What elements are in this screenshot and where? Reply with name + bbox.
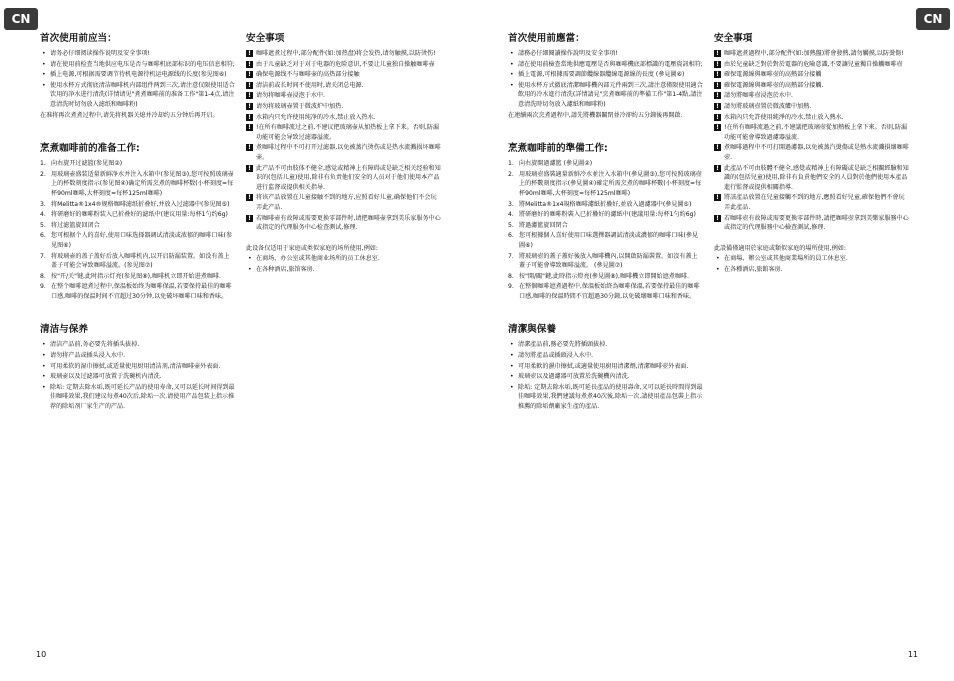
list-item: • 在商场、办公室或其他商业场所的员工休息室. <box>246 254 441 264</box>
safety-list <box>246 49 441 233</box>
list-item: • 玻璃壶以及过滤器可放置于洗碗机内清洗. <box>40 372 235 382</box>
list-item: • 清潔產品前,務必要先將插頭拔掉. <box>508 340 703 350</box>
list-item: • 請在使用前檢查當地供應電壓是否與咖啡機底部標識的電壓資訊相符; <box>508 60 703 70</box>
language-tab: CN <box>4 8 38 30</box>
list-item: 2. 用玻璃壶盛装适量新鲜净水并注入水箱中(参见图③),您可按照玻璃壶上的杯数刻度指示(参见图④)确定所需烹煮的咖啡杯数(小杯刻度=每杯90ml咖啡,大杯刻度=每杯125ml咖啡) <box>40 170 234 197</box>
warning-icon: ! <box>714 50 721 57</box>
list-item: • 在各种酒店,旅馆客房. <box>246 265 441 275</box>
list-item: ! 水箱内只允许使用纯净的冷水,禁止放入热水. <box>246 113 441 123</box>
list-item: 4. 將研磨好的咖啡粉裝入已折疊好的濾紙中(建議用量:每杯1勺約6g) <box>508 211 696 219</box>
safety-list <box>714 49 909 233</box>
list-item: ! 煮咖啡過程中不可打開過濾器,以免被蒸汽燙傷或是熱水流濺損壞咖啡壺. <box>714 143 909 162</box>
list-item: ! 確保電源線與咖啡壺的高熱部分接觸 <box>714 70 909 80</box>
list-item: ! 由於兒童缺乏對於對於電器的危險意識,不要讓兒童獨自操觸咖啡壺 <box>714 60 909 70</box>
list-item: • 玻璃壺以及過濾器可放置於洗碗機內清洗. <box>508 372 703 382</box>
list-item: • 請務必仔細閱讀操作說明及安全事項! <box>508 49 703 59</box>
list-item: 1. 向右旋開過濾籃 (參見圖②) <box>508 160 593 168</box>
warning-icon: ! <box>246 92 253 99</box>
list-item: • 请务必仔细阅读操作说明及安全事项! <box>40 49 235 59</box>
prep-heading: 烹煮咖啡前的準備工作: <box>508 143 608 155</box>
list-item: 1. 向右旋开过滤篮(参见图②) <box>40 160 123 168</box>
list-item: • 請勿將產品或插頭浸入水中. <box>508 351 703 361</box>
list-item: • 除垢: 定期去除水垢,既可延長產品的使用壽命,又可以延長時間得到最佳咖啡效果,我們建議每煮煮40次後,除垢一次.請使用產品包裝上指示推薦的除垢劑廠家生產的產品. <box>508 383 703 412</box>
scope-list <box>246 254 441 274</box>
right-column-1 <box>508 33 703 413</box>
list-item: 3. 將Melitta®1x4規格咖啡濾紙折疊好,並放入過濾器中(參見圖⑤) <box>508 200 692 208</box>
list-item: ! 确保电源线不与咖啡壶的高热部分接触 <box>246 70 441 80</box>
warning-icon: ! <box>246 114 253 121</box>
scope-note: 此设备仅适用于家庭或类似家庭的场所使用,例如: <box>246 244 378 252</box>
first-use-list <box>508 49 703 110</box>
list-item: • 使用水杯方式彻底清洁咖啡机内部组件两到三次,请注意仅限使用适合饮用的净水进行清洗(详情请见"煮煮咖啡前的准备工作"第1-4点,请注意清洗时切勿放入滤纸和咖啡粉) <box>40 81 235 110</box>
prep-steps <box>508 159 703 301</box>
page-number: 11 <box>907 650 918 659</box>
list-item: • 使用水杯方式徹底清潔咖啡機內部元件兩到三次,請注意僅限使用適合飲用的冷水進行清洗(詳情請見"烹煮咖啡前的準備工作"第1-4點,請注意清洗時切勿放入濾紙和咖啡粉) <box>508 81 703 110</box>
list-item: 9. 在整个咖啡遮煮过程中,保温板始终为咖啡保温,若要保持最佳的咖啡口感,咖啡的保温时间不宜超过30分钟,以免破坏咖啡口味和香味。 <box>40 283 232 300</box>
list-item: ! 此產品不可由肢體不健全,感覺或精神上有障礙或是缺乏相關經驗和知識的(包括兒童)使用,除非有負責他們安全的人員對於他們使用本產品進行監督或提供相關指導. <box>714 164 909 193</box>
list-item: • 插上電源,可根據需要調節纜線器纜線電源線的長度 (參見圖⑥) <box>508 70 703 80</box>
warning-icon: ! <box>246 144 253 151</box>
warning-icon: ! <box>714 124 721 131</box>
list-item: ! 請勿將咖啡壺浸泡於水中. <box>714 91 909 101</box>
page-number: 10 <box>36 650 47 659</box>
list-item: ! !在所有咖啡流过之前,不建议把玻璃壶从加热板上拿下来。否则,防漏功能可能会导致过滤器溢流。 <box>246 123 441 142</box>
first-use-note: 在准将再次煮煮过程中,请先将机器关熄并冷却约五分钟后再开启。 <box>40 111 219 119</box>
left-column-2 <box>246 33 441 275</box>
list-item: ! 将该产品放置在儿童接触不到的地方,应照看好儿童,确保他们不会玩弄此产品. <box>246 193 441 212</box>
list-item: 5. 将过滤篮旋回闭合 <box>40 221 100 229</box>
warning-icon: ! <box>246 61 253 68</box>
prep-heading: 烹煮咖啡前的准备工作: <box>40 143 140 155</box>
list-item: 8. 按"开/关"键,此时指示灯亮(参见图⑧),咖啡机立即开始进煮咖啡. <box>40 272 221 280</box>
language-tab: CN <box>916 8 950 30</box>
warning-icon: ! <box>246 215 253 222</box>
warning-icon: ! <box>246 50 253 57</box>
list-item: • 插上电源,可根据需要调节待机电源待机运电源线的长度(参见图⑥) <box>40 70 235 80</box>
first-use-list <box>40 49 235 110</box>
list-item: ! 確保電源線與咖啡壺的高熱部分接觸. <box>714 81 909 91</box>
right-page <box>477 0 954 681</box>
list-item: ! 將該產品放置在兒童接觸不到的地方,應照看好兒童,確保他們不會玩弄此產品. <box>714 193 909 212</box>
list-item: 3. 将Melitta®1x4®规格咖啡滤纸折叠好,并放入过滤器中(参见图⑤) <box>40 200 230 208</box>
scope-note: 此設備僅適用於家庭或類似家庭的場所使用,例如: <box>714 244 846 252</box>
first-use-heading: 首次使用前應當： <box>508 33 585 44</box>
list-item: 8. 按"開/關"鍵,此時指示燈亮(參見圖⑧),咖啡機立即開始遮煮咖啡. <box>508 272 689 280</box>
list-item: • 请在使用前检查当地供应电压是否与咖啡机底部标识的电压信息相符; <box>40 60 235 70</box>
list-item: • 可用柔軟的濕巾擦拭,或適量使用廚用清潔劑,清潔咖啡壺外表面. <box>508 362 703 372</box>
list-item: 6. 您可根据个人的喜好,使用口味选择器调试清淡或浓郁的咖啡口味(参见图⑥) <box>40 232 233 249</box>
left-column-1 <box>40 33 235 413</box>
list-item: ! 水箱內只允許使用純淨的冷水,禁止放入熱水. <box>714 113 909 123</box>
warning-icon: ! <box>714 71 721 78</box>
warning-icon: ! <box>714 215 721 222</box>
list-item: ! 煮咖啡过程中不可打开过滤器,以免被蒸汽烫伤或是热水流溅损坏咖啡壶。 <box>246 143 441 162</box>
list-item: ! 若咖啡壶有故障或需要更换零部件时,请把咖啡壶拿到美乐家服务中心或指定的代理服务中心检查测试,修理. <box>246 214 441 233</box>
list-item: 6. 您可根據個人喜好使用口味選擇器調試清淡或濃郁的咖啡口味(參見圖⑥) <box>508 232 699 249</box>
warning-icon: ! <box>714 165 721 172</box>
list-item: ! 咖啡遮煮过程中,部分配件(如:加热盘)将会发热,请勿触摸,以防烫伤! <box>246 49 441 59</box>
list-item: • 在各種酒店,旅館客房. <box>714 265 909 275</box>
list-item: 2. 用玻璃壺盛裝適量新鮮冷水並注入水箱中(參見圖③),您可按照玻璃壺上的杯數刻度指示(參見圖④)確定所需烹煮的咖啡杯數(小杯刻度=每杯90ml咖啡,大杯刻度=每杯125ml咖啡) <box>508 170 702 197</box>
list-item: 7. 將玻璃壺的蓋子蓋好後放入咖啡機內,以開啟防漏裝置。如沒有蓋上蓋子可能會導致咖啡溢流。 (參見圖⑦) <box>508 252 698 270</box>
warning-icon: ! <box>246 124 253 131</box>
list-item: 7. 将玻璃壶的盖子盖好后放入咖啡机内,以开启防漏装置。如没有盖上盖子可能会导致咖啡溢流。(参见图⑦) <box>40 252 230 270</box>
list-item: • 除垢: 定期去除水垢,既可延长产品的使用寿命,又可以延长时间得到最佳咖啡效果,我们建议每煮40次后,除垢一次.请使用产品包装上指示推荐的除垢剂厂家生产的产品. <box>40 383 235 412</box>
warning-icon: ! <box>714 194 721 201</box>
warning-icon: ! <box>246 194 253 201</box>
warning-icon: ! <box>714 114 721 121</box>
list-item: ! 請勿將玻璃壺置於微波爐中加熱. <box>714 102 909 112</box>
cleaning-list <box>40 340 235 411</box>
list-item: ! 此产品不可由肢体不健全,感觉或精神上有障碍或是缺乏相关经验和知识的(包括儿童)使用,除非有负责他们安全的人员对于他们使用本产品进行监督或提供相关指导. <box>246 164 441 193</box>
warning-icon: ! <box>246 103 253 110</box>
list-item: 9. 在整個咖啡遮煮過程中,保溫板始終為咖啡保溫,若要保持最佳的咖啡口感,咖啡的保溫時間不宜超過30分鐘,以免破壞咖啡口味和香味。 <box>508 283 700 300</box>
warning-icon: ! <box>714 82 721 89</box>
scope-list <box>714 254 909 274</box>
warning-icon: ! <box>246 165 253 172</box>
warning-icon: ! <box>246 71 253 78</box>
warning-icon: ! <box>714 61 721 68</box>
warning-icon: ! <box>714 144 721 151</box>
list-item: • 可用柔软的湿巾擦拭,或适量使用厨用清洁剂,清洁咖啡壶外表面. <box>40 362 235 372</box>
warning-icon: ! <box>714 92 721 99</box>
warning-icon: ! <box>714 103 721 110</box>
first-use-heading: 首次使用前应当： <box>40 33 117 44</box>
list-item: ! 咖啡遮煮過程中,部分配件(如:加熱盤)將會發熱,請勿觸摸,以防燙傷! <box>714 49 909 59</box>
list-item: • 在商場、辦公室或其他商業場所的員工休息室. <box>714 254 909 264</box>
prep-steps <box>40 159 235 301</box>
first-use-note: 在連續兩次烹煮過程中,請先將機器關閉並冷卻約五分鐘後再開啟. <box>508 111 683 119</box>
list-item: • 请勿将产品或插头浸入水中. <box>40 351 235 361</box>
list-item: 4. 将研磨好的咖啡粉装入已折叠好的滤纸中(建议用量:每杯1勺约6g) <box>40 211 228 219</box>
warning-icon: ! <box>246 82 253 89</box>
list-item: ! 请勿将咖啡壶浸泡于水中. <box>246 91 441 101</box>
safety-heading: 安全事項 <box>714 33 753 44</box>
list-item: 5. 將過濾籃旋回閉合 <box>508 221 568 229</box>
list-item: ! 请勿将玻璃壶置于微波炉中加热. <box>246 102 441 112</box>
cleaning-heading: 清潔與保養 <box>508 324 556 336</box>
cleaning-heading: 清洁与保养 <box>40 324 88 336</box>
safety-heading: 安全事项 <box>246 33 285 44</box>
list-item: ! 清洁前或长时间不使用时,请关闭总电源. <box>246 81 441 91</box>
list-item: ! 由于儿童缺乏对于对于电器的危险意识,不要让儿童独自操触咖啡壶 <box>246 60 441 70</box>
list-item: ! !在所有咖啡流過之前,不建議把玻璃壺從加熱板上拿下來。否則,防漏功能可能會導致過濾器溢流. <box>714 123 909 142</box>
right-column-2 <box>714 33 909 275</box>
list-item: • 清洁产品前,务必要先将插头拔掉. <box>40 340 235 350</box>
list-item: ! 若咖啡壺有故障或需要更換零部件時,請把咖啡壺拿到美樂家服務中心或指定的代理服務中心檢查測試,修理. <box>714 214 909 233</box>
cleaning-list <box>508 340 703 411</box>
